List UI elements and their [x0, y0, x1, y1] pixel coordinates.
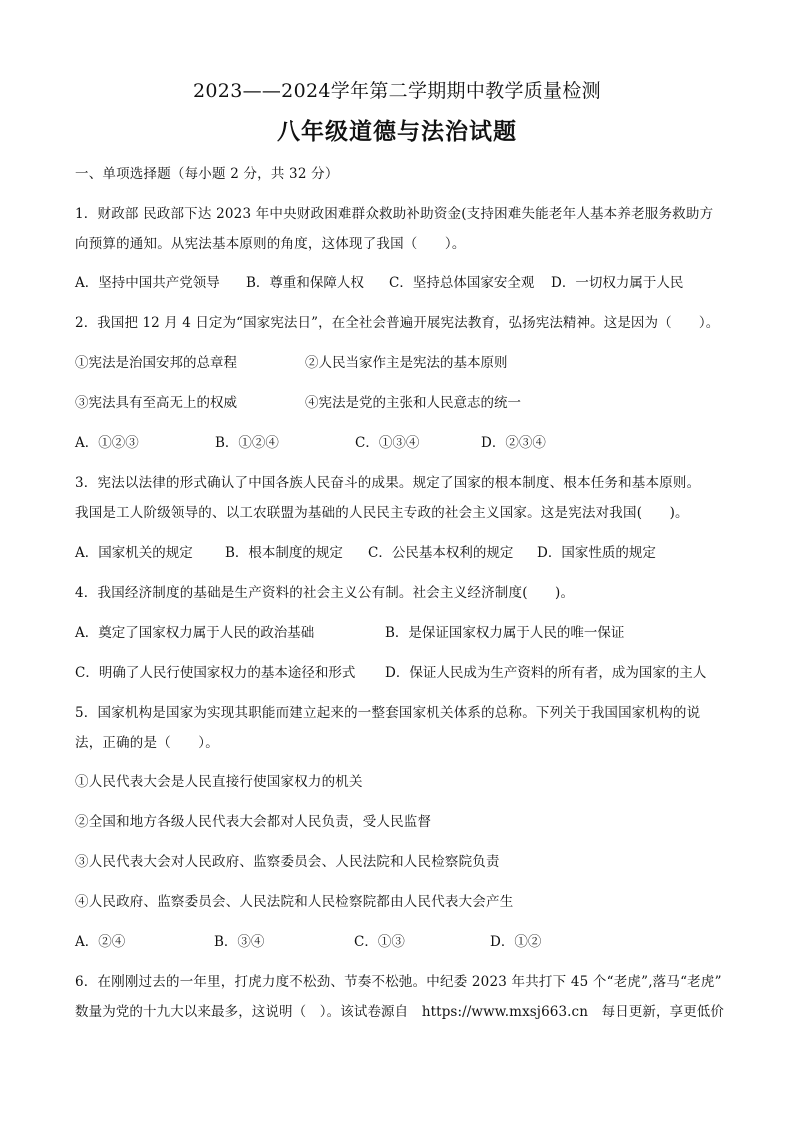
question-1-option-a: A．坚持中国共产党领导: [75, 275, 220, 291]
question-2-statement-3: ③宪法具有至高无上的权威: [75, 395, 237, 411]
question-1-option-c: C．坚持总体国家安全观: [389, 275, 535, 291]
question-1-option-d: D．一切权力属于人民: [551, 275, 684, 291]
question-2-option-c: C．①③④: [355, 435, 420, 451]
exam-title: 2023——2024学年第二学期期中教学质量检测: [193, 80, 601, 102]
question-3-line-1: 3．宪法以法律的形式确认了中国各族人民奋斗的成果。规定了国家的根本制度、根本任务和基本原则。: [75, 475, 701, 491]
question-2-option-a: A．①②③: [75, 435, 139, 451]
question-4-option-a: A．奠定了国家权力属于人民的政治基础: [75, 625, 315, 641]
question-5-statement-2: ②全国和地方各级人民代表大会都对人民负责，受人民监督: [75, 814, 432, 830]
question-1-line-1: 1．财政部 民政部下达 2023 年中央财政困难群众救助补助资金(支持困难失能老年人基本养老服务救助方: [75, 206, 714, 222]
question-6-line-2: 数量为党的十九大以来最多，这说明（ ）。该试卷源自 https://www.mxsj663.cn 每日更新，享更低价: [75, 1004, 725, 1020]
section-heading: 一、单项选择题（每小题 2 分，共 32 分）: [75, 166, 339, 182]
question-4-option-d: D．保证人民成为生产资料的所有者，成为国家的主人: [385, 665, 707, 681]
question-5-statement-3: ③人民代表大会对人民政府、监察委员会、人民法院和人民检察院负责: [75, 854, 500, 870]
question-5-option-c: C．①③: [354, 934, 405, 950]
question-5-line-2: 法，正确的是（ ）。: [75, 735, 219, 751]
exam-subtitle: 八年级道德与法治试题: [277, 118, 517, 145]
question-5-option-d: D．①②: [490, 934, 542, 950]
question-5-statement-4: ④人民政府、监察委员会、人民法院和人民检察院都由人民代表大会产生: [75, 894, 514, 910]
question-4-option-c: C．明确了人民行使国家权力的基本途径和形式: [75, 665, 356, 681]
question-2-statement-2: ②人民当家作主是宪法的基本原则: [305, 355, 508, 371]
question-1-option-b: B．尊重和保障人权: [246, 275, 364, 291]
question-2-option-b: B．①②④: [215, 435, 279, 451]
question-3-option-a: A．国家机关的规定: [75, 545, 193, 561]
question-5-statement-1: ①人民代表大会是人民直接行使国家权力的机关: [75, 774, 363, 790]
question-5-option-b: B．③④: [214, 934, 265, 950]
question-3-option-b: B．根本制度的规定: [225, 545, 343, 561]
question-5-option-a: A．②④: [75, 934, 126, 950]
question-2-statement-1: ①宪法是治国安邦的总章程: [75, 355, 237, 371]
question-4-option-b: B．是保证国家权力属于人民的唯一保证: [385, 625, 625, 641]
question-3-line-2: 我国是工人阶级领导的、以工农联盟为基础的人民民主专政的社会主义国家。这是宪法对我国( )。: [75, 505, 689, 521]
question-2-option-d: D．②③④: [481, 435, 546, 451]
question-1-line-2: 向预算的通知。从宪法基本原则的角度，这体现了我国（ ）。: [75, 236, 466, 252]
question-5-line-1: 5．国家机构是国家为实现其职能而建立起来的一整套国家机关体系的总称。下列关于我国国家机构的说: [75, 705, 701, 721]
question-3-option-d: D．国家性质的规定: [537, 545, 656, 561]
question-3-option-c: C．公民基本权利的规定: [368, 545, 514, 561]
question-2-line-1: 2．我国把 12 月 4 日定为“国家宪法日”，在全社会普遍开展宪法教育，弘扬宪法精神。这是因为（ ）。: [75, 315, 720, 331]
question-2-statement-4: ④宪法是党的主张和人民意志的统一: [305, 395, 521, 411]
question-6-line-1: 6．在刚刚过去的一年里，打虎力度不松劲、节奏不松弛。中纪委 2023 年共打下 45 个“老虎”,落马“老虎”: [75, 974, 722, 990]
question-4-line-1: 4．我国经济制度的基础是生产资料的社会主义公有制。社会主义经济制度( )。: [75, 585, 575, 601]
